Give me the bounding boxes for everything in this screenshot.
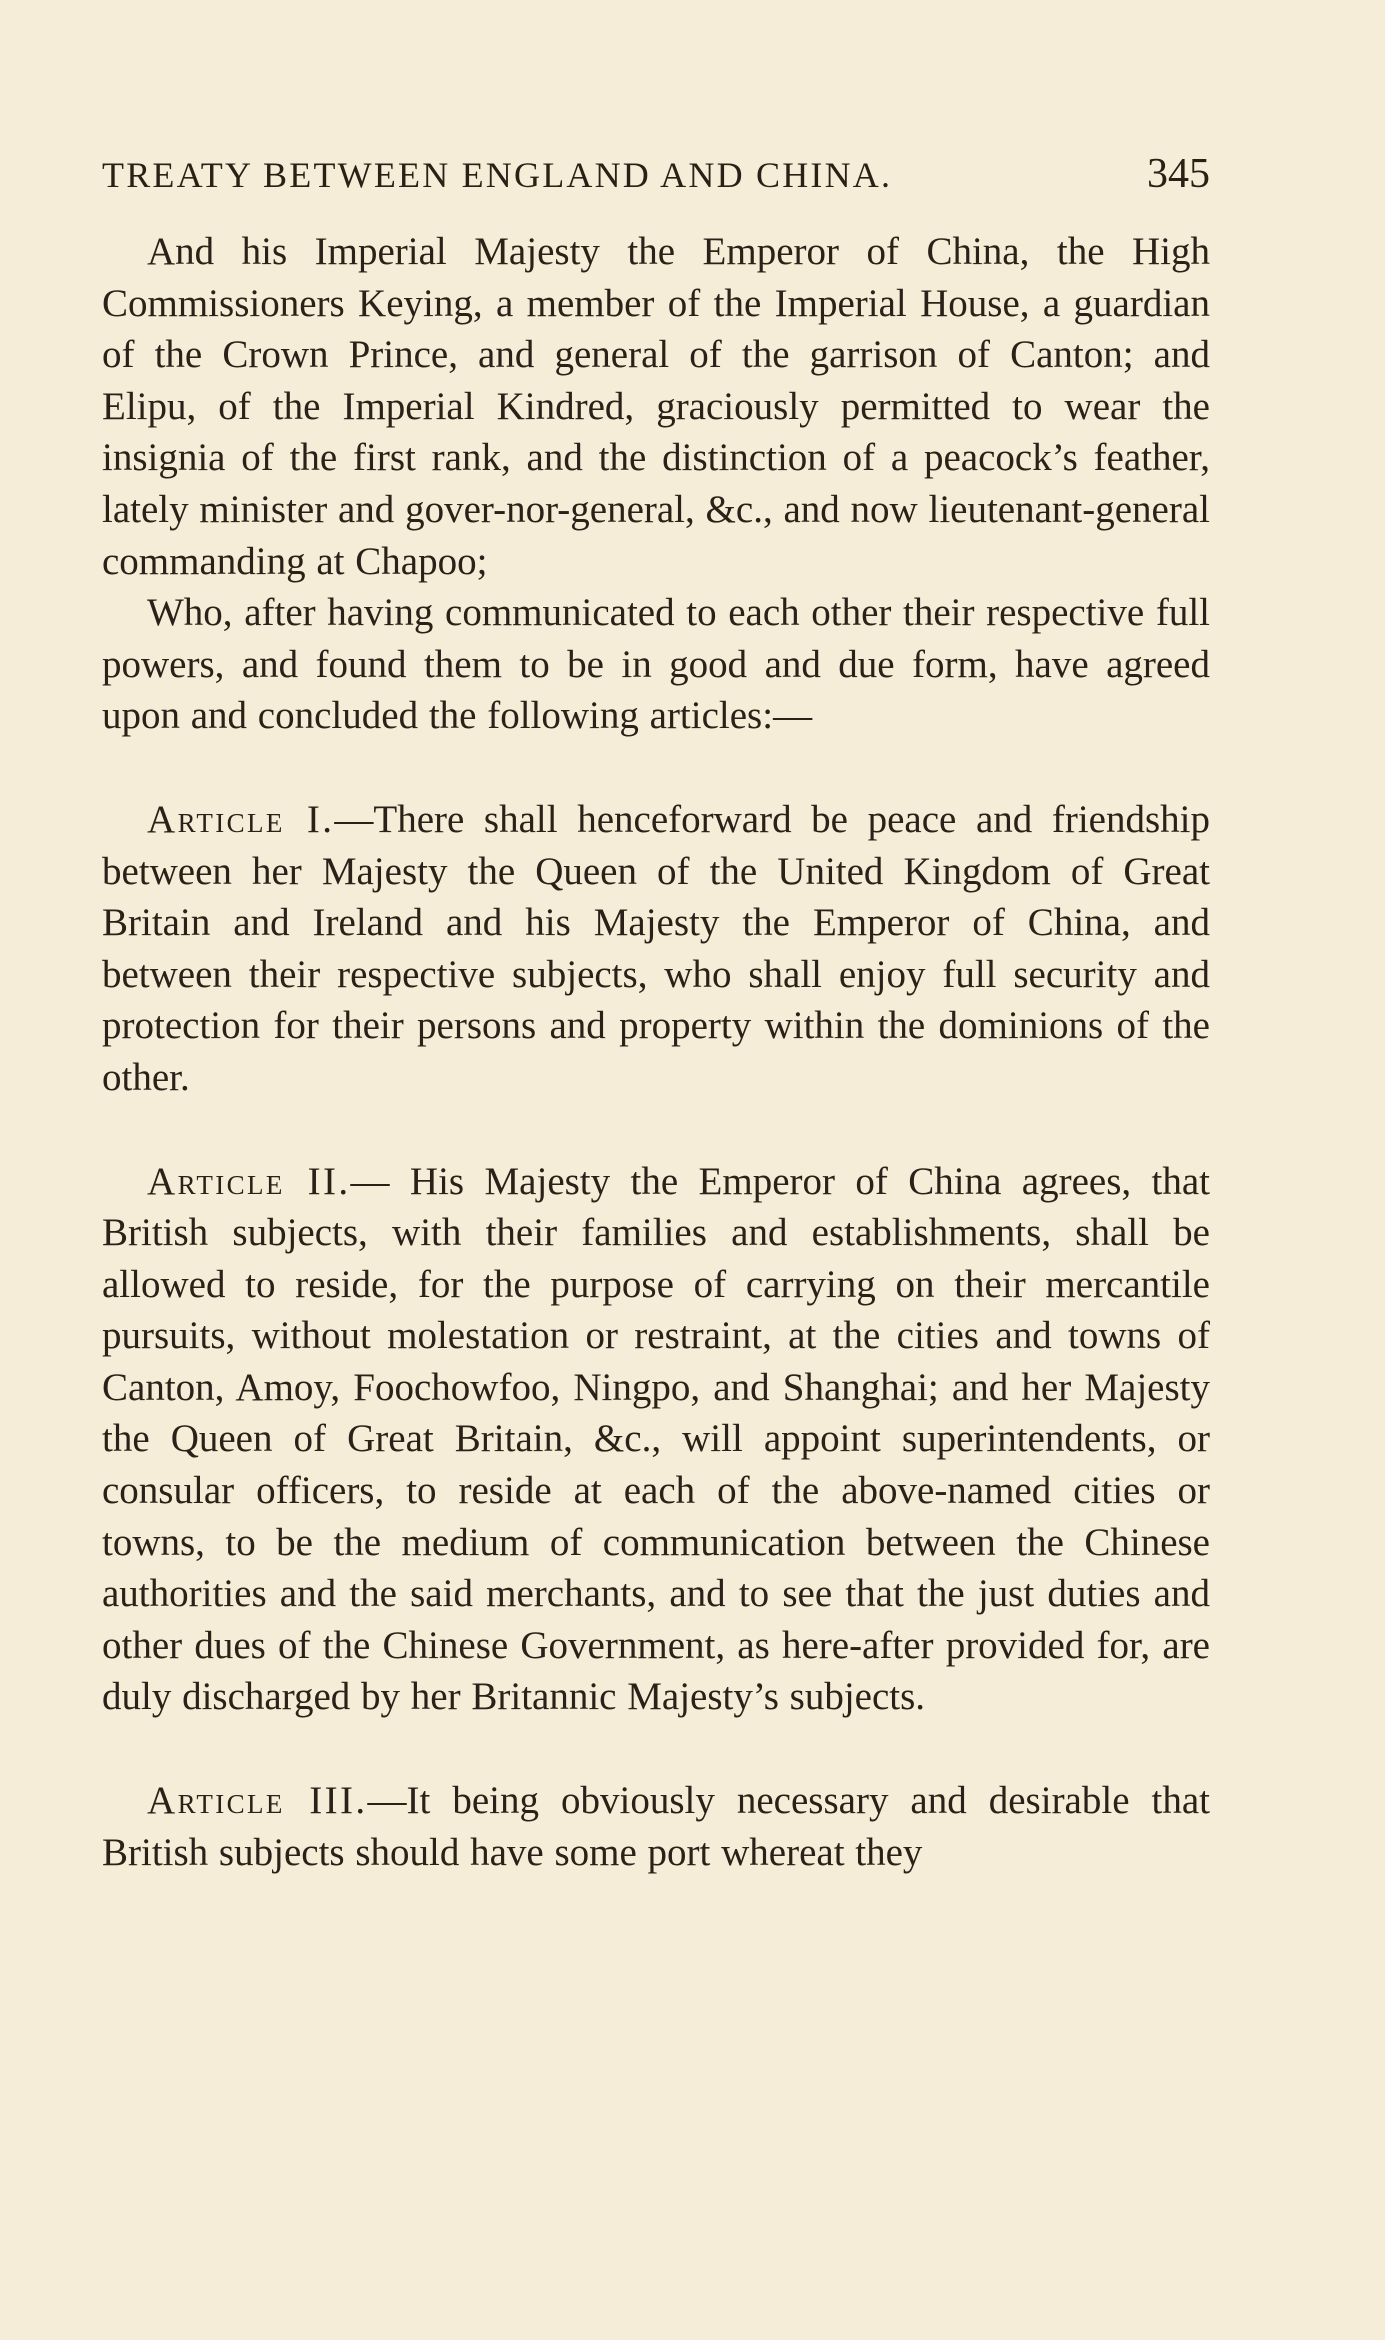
article-ii-label: Article II. [147, 1159, 351, 1203]
article-ii [102, 1156, 1210, 1724]
page-content [102, 150, 1210, 1878]
article-i [102, 794, 1210, 1104]
article-iii [102, 1775, 1210, 1878]
article-iii-text: —It being obviously necessary and desirable that British subjects should have some port whereat they [102, 1779, 1210, 1874]
article-i-text: —There shall henceforward be peace and friendship between her Majesty the Queen of the United Kingdom of Great Britain and Ireland and his Majesty the Emperor of China, and between their respective subjects, who shall enjoy full security and protection for their persons and property within the dominions of the other. [102, 797, 1210, 1099]
paragraph-commissioners: And his Imperial Majesty the Emperor of China, the High Commissioners Keying, a member of the Imperial House, a guardian of the Crown Prince, and general of the garrison of Canton; and Elipu, of the Imperial Kindred, graciously permitted to wear the insignia of the first rank, and the distinction of a peacock’s feather, lately minister and gover-nor-general, &c., and now lieutenant-general commanding at Chapoo; [102, 230, 1210, 583]
article-iii-label: Article III. [147, 1779, 368, 1823]
article-i-label: Article I. [147, 797, 335, 841]
article-ii-text: — His Majesty the Emperor of China agrees, that British subjects, with their families and establishments, shall be allowed to reside, for the purpose of carrying on their mercantile pursuits, without molestation or restraint, at the cities and towns of Canton, Amoy, Foochowfoo, Ningpo, and Shanghai; and her Majesty the Queen of Great Britain, &c., will appoint superintendents, or consular officers, to reside at each of the above-named cities or towns, to be the medium of communication between the Chinese authorities and the said merchants, and to see that the just duties and other dues of the Chinese Government, as here-after provided for, are duly discharged by her Britannic Majesty’s subjects. [102, 1159, 1210, 1719]
running-title: TREATY BETWEEN ENGLAND AND CHINA. [102, 155, 893, 195]
page-number: 345 [1147, 151, 1210, 197]
running-head [102, 150, 1210, 198]
paragraph-who-after: Who, after having communicated to each other their respective full powers, and found them to be in good and due form, have agreed upon and concluded the following articles:— [102, 591, 1210, 738]
